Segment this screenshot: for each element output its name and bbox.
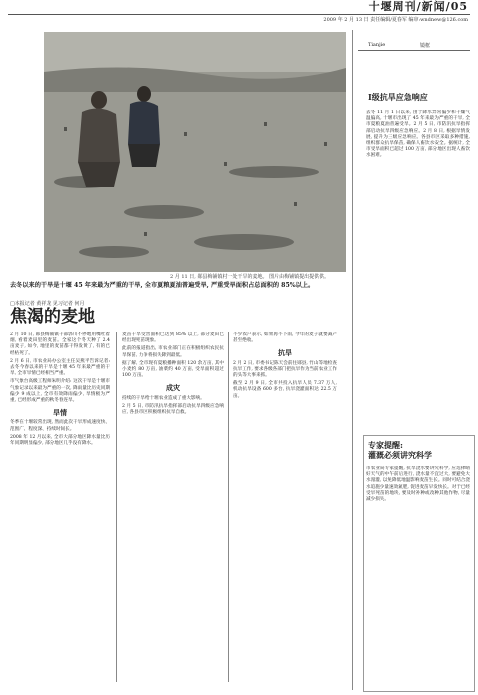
paragraph: 2 月 5 日, 市防汛抗旱指挥部启动抗旱四级应急响应, 各县市区积极组织抗旱自救。 xyxy=(122,403,224,416)
paragraph: 2 月 2 日, 市委书记陈天会前往郧县, 竹山等地检查抗旱工作, 要求各级各部门把抗旱作为当前农业工作的头等大事来抓。 xyxy=(233,360,337,379)
sidebar-body: 去冬 11 月 1 日以来, 由于降水异常偏少和干燥气温偏高, 十堰市出现了 45 年来最为严重的干旱, 全市夏粮夏油普遍受旱。2 月 5 日, 市防汛抗旱指挥部启动抗旱四级应急响应。2 月 8 日, 根据旱情发展, 提升为三级应急响应。各县市区采取多种措施, 组织群众抗旱保苗, 确保人畜饮水安全。据统计, 全市受旱面积已超过 100 万亩, 部分地区出现人畜饮水困难。 xyxy=(366,110,470,159)
paragraph: 2 月 10 日, 郧县梅铺镇干部郭川不停地用嘴吐着烟, 看着麦田里的麦苗。全家这个冬天种了 2.4 亩麦子, 如今, 地里的麦苗都干得发黄了, 有的已经枯死了。 xyxy=(10,332,110,356)
sidebar-box-title: 专家提醒: 灌溉必须讲究科学 xyxy=(368,440,432,460)
sidebar-tag-bar xyxy=(358,42,470,51)
article-column-3 xyxy=(233,332,337,682)
sidebar-tag: Tianjie xyxy=(368,42,386,48)
paragraph: 截至 2 月 9 日, 全市共投入抗旱人员 7.37 万人, 机动抗旱设备 600 多台, 抗旱浇灌面积达 22.5 万亩。 xyxy=(233,381,337,399)
article-column-2 xyxy=(122,332,224,682)
news-photo xyxy=(44,32,346,272)
section-subhead: 成灾 xyxy=(166,383,180,393)
photo-caption: 2 月 11 日, 郧县梅铺镇村一处干旱的麦地。 图片由梅铺镇提出提供供。 xyxy=(170,274,330,280)
headline: 焦渴的麦地 xyxy=(10,307,95,327)
paragraph: 持续的干旱给十堰农业造成了重大影响。 xyxy=(122,395,205,401)
paragraph: 不少农户表示, 如果再不下雨, 今年的麦子就要减产甚至绝收。 xyxy=(233,332,337,344)
paragraph: 2 月 6 日, 市农业局办公室主任吴燕平告诉记者: 去冬今春以来的干旱是十堰 45 年来最严重的干旱, 全市旱情已经相当严重。 xyxy=(10,358,110,377)
article-column-1 xyxy=(10,332,110,682)
paragraph: 市气象台高级工程师朱明介绍: 这次干旱是十堰市气象记录以来最为严重的一次, 降雨量比历史同期偏少 9 成以上, 全市有效降雨偏少, 旱情极为严重, 已经形成严重的秋冬春连旱。 xyxy=(10,379,110,404)
sidebar-divider xyxy=(352,30,353,690)
sidebar-tag: 镜框 xyxy=(420,43,431,49)
header-rule xyxy=(8,14,470,15)
paragraph: 冬季在十堰较常出现, 然而此次干旱形成速度快、范围广、程度深、持续时间长。 xyxy=(10,420,110,432)
paragraph: 此前的报道指出, 市农业部门正在积极组织农民抗旱保苗, 力争将损失降到最低。 xyxy=(122,346,224,358)
column-divider xyxy=(228,332,229,682)
masthead: 十堰周刊/新闻/05 xyxy=(368,0,468,13)
column-divider xyxy=(116,332,117,682)
byline: □本报记者 黄祥龙 见习记者 何月 xyxy=(10,301,85,307)
section-subhead: 旱情 xyxy=(53,408,67,418)
paragraph: 麦苗干旱受害面积已达到 85% 以上, 部分麦田已经出现死苗现象。 xyxy=(122,332,224,344)
section-subhead: 抗旱 xyxy=(278,348,292,358)
lead-paragraph: 去冬以来的干旱是十堰 45 年来最为严重的干旱, 全市夏粮夏油普遍受旱, 严重受旱面积占总面积的 85%以上。 xyxy=(10,282,315,289)
sidebar-title: Ⅰ级抗旱应急响应 xyxy=(368,92,428,102)
paragraph: 2008 年 12 月以来, 全市大部分地区降水量比历年同期明显偏少, 部分地区几乎没有降水。 xyxy=(10,434,110,447)
dateline: 2009 年 2 月 13 日 责任编辑/夏春军 编审:wndnew@126.com xyxy=(323,17,468,23)
paragraph: 据了解, 全市现有夏粮播种面积 120 余万亩, 其中小麦约 80 万亩, 油菜约 40 万亩, 受旱面积超过 100 万亩。 xyxy=(122,360,224,379)
sidebar-box-body: 市农业局专家提醒, 抗旱浇水要讲究科学, 应选择晴好天气的中午前后进行, 浇水量不宜过大, 要避免大水漫灌, 以免降低地温影响麦苗生长。同时可结合浇水追施少量速效氮肥, 促进麦苗早发快长。对于已经受旱死苗的地块, 要及时补种或改种其他作物, 尽量减少损失。 xyxy=(366,466,470,503)
